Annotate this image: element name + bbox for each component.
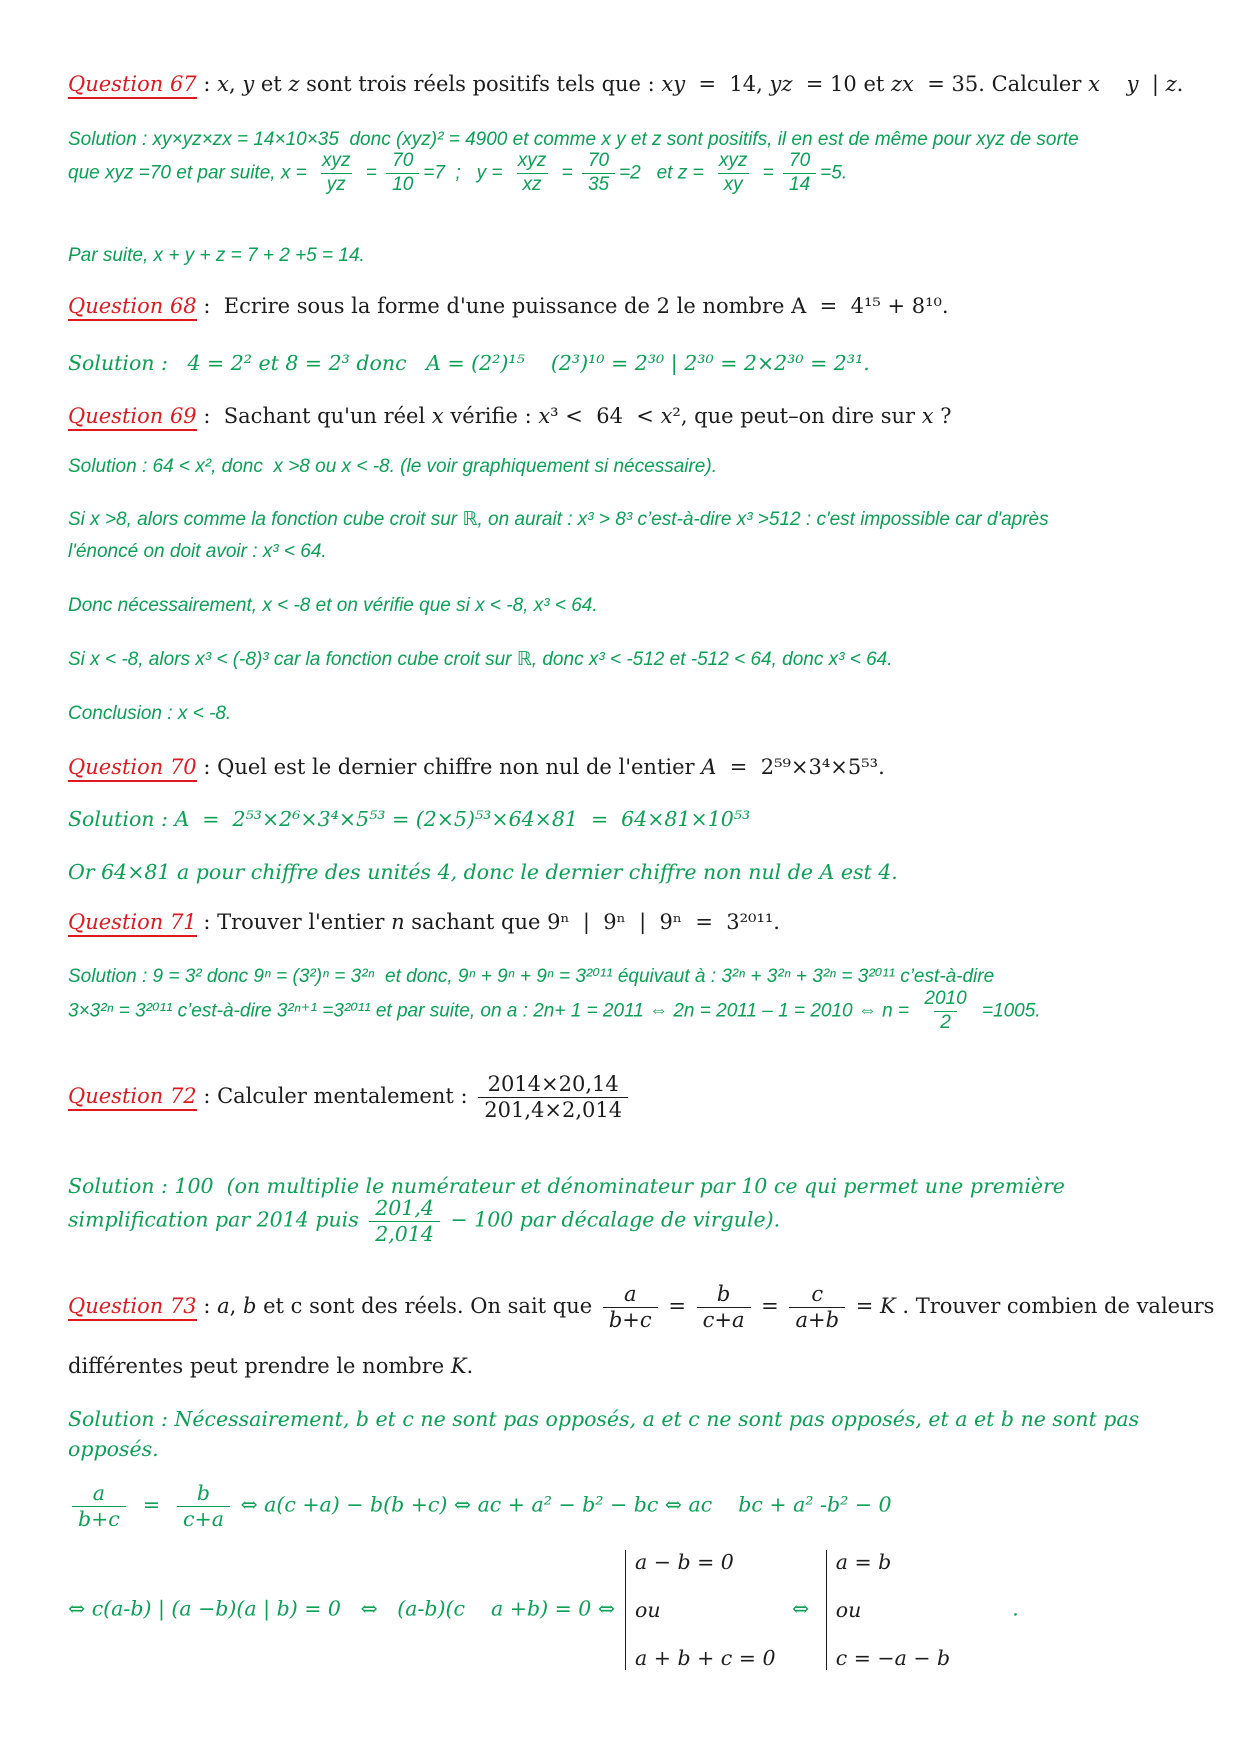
solution-73-line-2: opposés. xyxy=(68,1437,159,1461)
solution-69-conclusion: Conclusion : x < -8. xyxy=(68,703,232,724)
question-72-label: Question 72 xyxy=(68,1084,197,1111)
question-68-label: Question 68 xyxy=(68,294,197,321)
question-68-heading xyxy=(68,294,949,318)
solution-71-line-1: Solution : 9 = 3² donc 9ⁿ = (3²)ⁿ = 3²ⁿ et donc, 9ⁿ + 9ⁿ + 9ⁿ = 3²⁰¹¹ équivaut à : 3²ⁿ + 3²ⁿ + 3²ⁿ = 3²⁰¹¹ c’est-à-dire xyxy=(68,966,995,987)
question-73-heading xyxy=(68,1282,1214,1333)
question-68-text: : Ecrire sous la forme d'une puissance de 2 le nombre A = 4¹⁵ + 8¹⁰. xyxy=(196,294,949,318)
solution-69-line-5: Si x < -8, alors x³ < (-8)³ car la fonction cube croit sur ℝ, donc x³ < -512 et -512 < 64, donc x³ < 64. xyxy=(68,649,893,670)
solution-72-line-1: Solution : 100 (on multiplie le numérateur et dénominateur par 10 ce qui permet une première xyxy=(68,1174,1065,1198)
question-73-label: Question 73 xyxy=(68,1294,197,1321)
question-70-text: : Quel est le dernier chiffre non nul de l'entier A = 2⁵⁹×3⁴×5⁵³. xyxy=(196,755,885,779)
solution-72-line-2: simplification par 2014 puis $\frac{201,4}{2,014}$ − 100 par décalage de virgule). xyxy=(68,1196,781,1246)
question-73-text-line-2: différentes peut prendre le nombre K. xyxy=(68,1354,474,1378)
question-67-heading xyxy=(68,72,1183,96)
question-70-heading xyxy=(68,755,885,779)
solution-73-line-1: Solution : Nécessairement, b et c ne sont pas opposés, a et c ne sont pas opposés, et a et b ne sont pas xyxy=(68,1407,1140,1431)
question-69-heading xyxy=(68,404,952,428)
question-72-text: : Calculer mentalement : $\frac{2014\times 20,14}{201,4\times 2,014}$ xyxy=(197,1084,632,1108)
question-70-label: Question 70 xyxy=(68,755,197,782)
solution-69-line-1: Solution : 64 < x², donc x >8 ou x < -8. (le voir graphiquement si nécessaire). xyxy=(68,456,717,477)
solution-69-line-2: Si x >8, alors comme la fonction cube croit sur ℝ, on aurait : x³ > 8³ c’est-à-dire x³ >512 : c'est impossible car d'après xyxy=(68,509,1049,530)
solution-73-math-line-1: $\frac{a}{b+c}$ = $\frac{b}{c+a}$ ⇔ a(c +a) − b(b +c) ⇔ ac + a² − b² − bc ⇔ ac bc + a² -b² − 0 xyxy=(68,1481,892,1531)
question-67-label: Question 67 xyxy=(68,72,197,99)
solution-69-line-4: Donc nécessairement, x < -8 et on vérifie que si x < -8, x³ < 64. xyxy=(68,595,598,616)
question-67-text: : x, y et z sont trois réels positifs tels que : xy = 14, yz = 10 et zx = 35. Calculer x y | z. xyxy=(196,72,1184,96)
solution-67-line-3: Par suite, x + y + z = 7 + 2 +5 = 14. xyxy=(68,245,365,266)
solution-68-line-1: Solution : 4 = 2² et 8 = 2³ donc A = (2²)¹⁵ (2³)¹⁰ = 2³⁰ | 2³⁰ = 2×2³⁰ = 2³¹. xyxy=(68,351,870,375)
question-71-label: Question 71 xyxy=(68,910,197,937)
solution-67-line-2: que xyz =70 et par suite, x = $\frac{\text{xyz}}{yz}$ = $\frac{70}{10}$ =7 ; y = $\frac{\text{xyz}}{xz}$ = $\frac{70}{35}$ =2 et z = $\frac{\text{xyz}}{xy}$ = $\frac{70}{14}$ =5. xyxy=(68,150,848,195)
question-71-text: : Trouver l'entier n sachant que 9ⁿ | 9ⁿ | 9ⁿ = 3²⁰¹¹. xyxy=(196,910,780,934)
question-69-text: : Sachant qu'un réel x vérifie : x³ < 64 < x², que peut–on dire sur x ? xyxy=(196,404,952,428)
solution-70-line-1: Solution : A = 2⁵³×2⁶×3⁴×5⁵³ = (2×5)⁵³×64×81 = 64×81×10⁵³ xyxy=(68,807,751,831)
solution-70-line-2: Or 64×81 a pour chiffre des unités 4, donc le dernier chiffre non nul de A est 4. xyxy=(68,860,898,884)
question-69-label: Question 69 xyxy=(68,404,197,431)
solution-67-line-1: Solution : xy×yz×zx = 14×10×35 donc (xyz)² = 4900 et comme x y et z sont positifs, il en est de même pour xyz de sorte xyxy=(68,129,1079,150)
solution-73-math-line-2: ⇔ c(a-b) | (a −b)(a | b) = 0 ⇔ (a-b)(c a +b) = 0 ⇔ a − b = 0 ou a + b + c = 0 ⇔ a = b ou c = −a − b . xyxy=(68,1550,1019,1670)
question-71-heading xyxy=(68,910,780,934)
question-73-text: : a, b et c sont des réels. On sait que $\frac{a}{b+c}$ = $\frac{b}{c+a}$ = $\frac{c}{a+b}$ = K . Trouver combien de valeurs xyxy=(196,1282,1215,1333)
solution-71-line-2: 3×3²ⁿ = 3²⁰¹¹ c’est-à-dire 3²ⁿ⁺¹ =3²⁰¹¹ et par suite, on a : 2n+ 1 = 2011 ⇔ 2n = 2011 – 1 = 2010 ⇔ n = $\frac{2010}{2}$ =1005. xyxy=(68,988,1041,1033)
question-72-heading xyxy=(68,1072,632,1123)
solution-69-line-3: l'énoncé on doit avoir : x³ < 64. xyxy=(68,541,327,562)
